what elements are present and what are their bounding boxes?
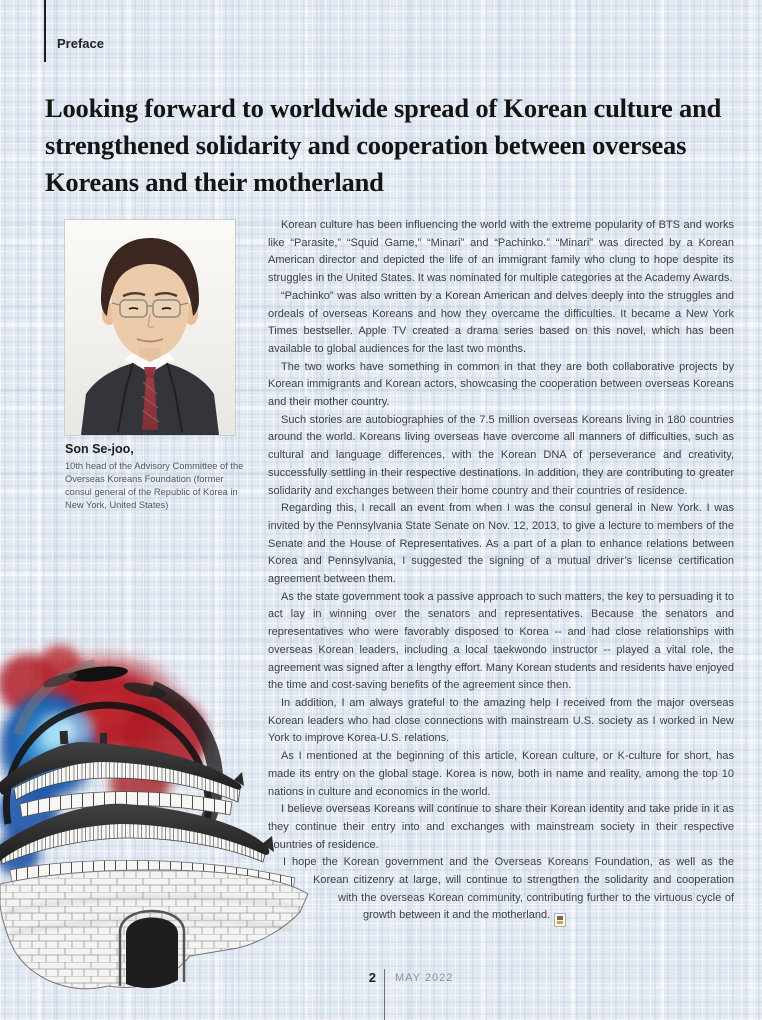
author-name: Son Se-joo, xyxy=(65,442,134,456)
sungnyemun-ink-illustration xyxy=(0,612,310,1014)
article-paragraph: I believe overseas Koreans will continue to share their Korean identity and take pride in it as they continue their entry into and exchanges with mainstream society in their respective countries of residence. xyxy=(268,803,734,851)
article-paragraph: “Pachinko” was also written by a Korean American and delves deeply into the struggles and ordeals of overseas Koreans and how they overcame the difficulties. It became a New York Times bestseller. Apple TV created a drama series based on this novel, which has been available to global audiences for the last two months. xyxy=(268,289,734,355)
gate-artwork xyxy=(0,612,310,1014)
article-paragraph: As the state government took a passive approach to such matters, the key to persuading it to act lay in winning over the senators and representatives. Because the senators and representatives who were favorably disposed to Korea -- and had close relationships with overseas Korean leaders, including a local taekwondo instructor -- played a vital role, the agreement was signed after a lengthy effort. Many Korean students and residents have enjoyed the time and cost-saving benefits of the agreement since then. xyxy=(268,590,734,692)
closing-line: I hope the Korean government and the Overseas Koreans Foundation, as well as the xyxy=(283,856,734,869)
article-paragraph: In addition, I am always grateful to the amazing help I received from the major overseas Korean leaders who had close connections with mainstream U.S. society as I worked in New York to improve Korea-U.S. relations. xyxy=(268,696,734,745)
gate-illustration xyxy=(0,731,308,989)
closing-line: with the overseas Korean community, contributing further to the virtuous cycle of xyxy=(338,891,734,904)
author-photo xyxy=(65,220,235,435)
end-of-article-icon xyxy=(554,913,566,927)
footer-divider xyxy=(384,969,385,1020)
section-kicker: Preface xyxy=(57,36,104,51)
author-bio: 10th head of the Advisory Committee of the Overseas Koreans Foundation (former consul general of the Republic of Korea in New York, United States) xyxy=(65,461,244,510)
issue-date: MAY 2022 xyxy=(395,972,454,984)
page-number: 2 xyxy=(368,970,376,985)
article-body xyxy=(268,217,734,927)
article-paragraph: Regarding this, I recall an event from when I was the consul general in New York. I was invited by the Pennsylvania State Senate on Nov. 12, 2013, to give a lecture to members of the Senate and the House of Representatives. As a part of a plan to enhance relations between Korea and Pennsylvania, I suggested the signing of a mutual driver’s license certification agreement between them. xyxy=(268,502,734,586)
kicker-rule xyxy=(44,0,46,62)
article-paragraph: The two works have something in common in that they are both collaborative projects by Korean immigrants and Korean actors, showcasing the cooperation between overseas Koreans and their mother country. xyxy=(268,360,734,409)
page-title: Looking forward to worldwide spread of Korean culture and strengthened solidarity and cooperation between overseas Koreans and their motherland xyxy=(45,93,722,197)
article-paragraph: Korean culture has been influencing the world with the extreme popularity of BTS and works like “Parasite,” “Squid Game,” “Minari” and “Pachinko.” “Minari” was directed by a Korean American director and depicted the life of an immigrant family who clung to hope despite its struggles in the United States. It was nominated for multiple categories at the Academy Awards. xyxy=(268,219,734,285)
article-paragraph: As I mentioned at the beginning of this article, Korean culture, or K-culture for short, has made its entry on the global stage. Korea is now, both in name and reality, among the top 10 nations in culture and economics in the world. xyxy=(268,750,734,798)
closing-line: Korean citizenry at large, will continue to strengthen the solidarity and cooperation xyxy=(313,874,734,887)
article-paragraph: Such stories are autobiographies of the 7.5 million overseas Koreans living in 180 countries around the world. Koreans living overseas have overcome all manners of difficulties, such as cultural and language differences, with the Korean DNA of perseverance and creativity, successfully settling in their respective destinations. In addition, they are contributing to greater solidarity and exchanges between their home country and their countries of residence. xyxy=(268,413,734,497)
portrait-illustration xyxy=(65,220,235,435)
author-caption xyxy=(65,442,247,512)
closing-text: growth between it and the motherland. xyxy=(363,909,551,922)
closing-line-last xyxy=(268,907,734,927)
